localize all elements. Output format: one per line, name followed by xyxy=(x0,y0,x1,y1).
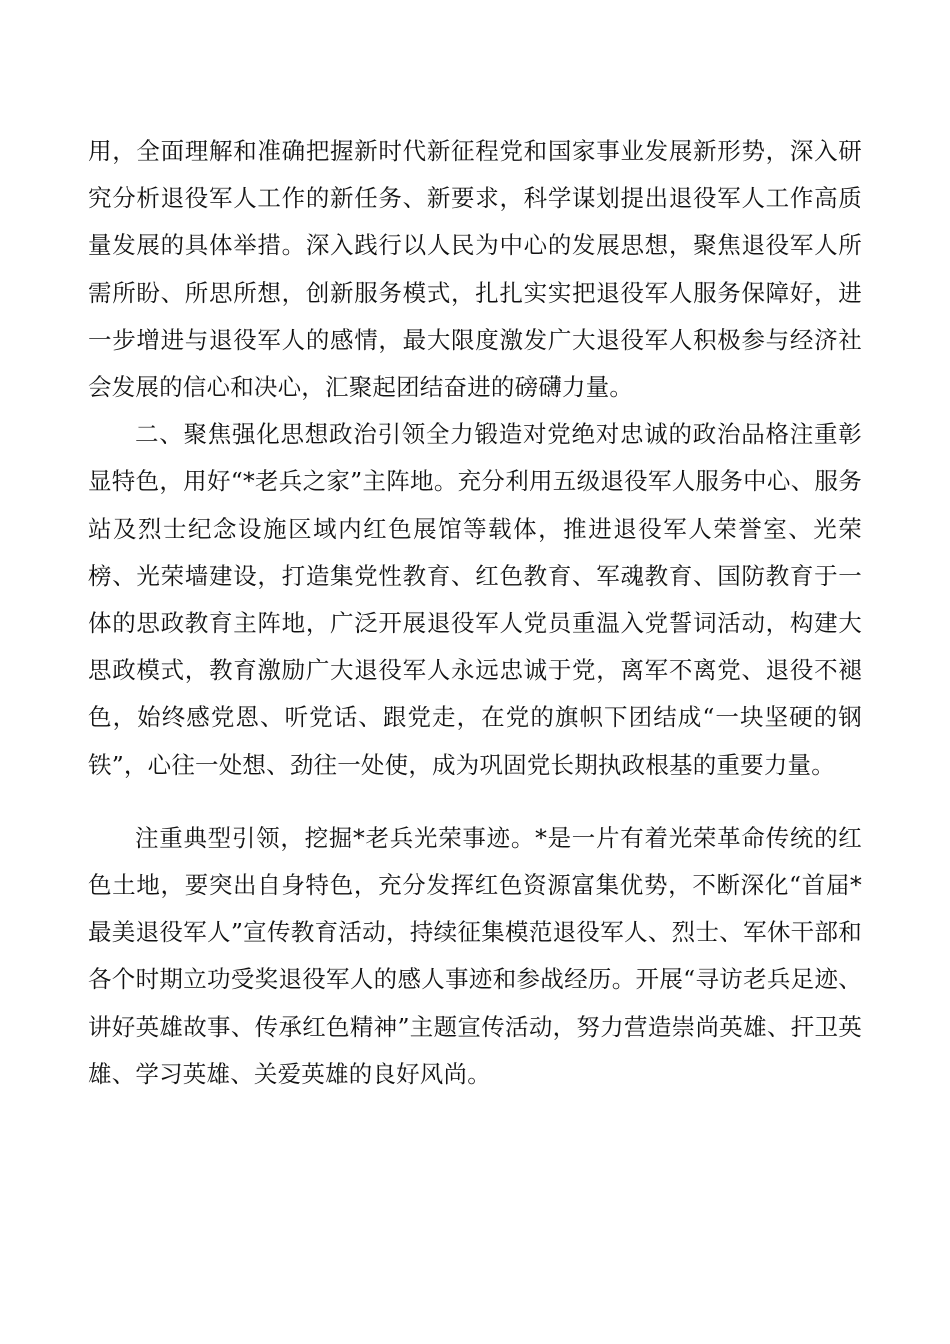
paragraph-2: 二、聚焦强化思想政治引领全力锻造对党绝对忠诚的政治品格注重彰显特色，用好“*老兵之家”主阵地。充分利用五级退役军人服务中心、服务站及烈士纪念设施区域内红色展馆等载体，推进退役军人荣誉室、光荣榜、光荣墙建设，打造集党性教育、红色教育、军魂教育、国防教育于一体的思政教育主阵地，广泛开展退役军人党员重温入党誓词活动，构建大思政模式，教育激励广大退役军人永远忠诚于党，离军不离党、退役不褪色，始终感党恩、听党话、跟党走，在党的旗帜下团结成“一块坚硬的钢铁”，心往一处想、劲往一处使，成为巩固党长期执政根基的重要力量。 xyxy=(88,420,862,779)
paragraph-3: 注重典型引领，挖掘*老兵光荣事迹。*是一片有着光荣革命传统的红色土地，要突出自身特色，充分发挥红色资源富集优势，不断深化“首届*最美退役军人”宣传教育活动，持续征集模范退役军人、烈士、军休干部和各个时期立功受奖退役军人的感人事迹和参战经历。开展“寻访老兵足迹、讲好英雄故事、传承红色精神”主题宣传活动，努力营造崇尚英雄、扞卫英雄、学习英雄、关爱英雄的良好风尚。 xyxy=(88,823,862,1088)
document-body xyxy=(88,128,862,1098)
paragraph-1: 用，全面理解和准确把握新时代新征程党和国家事业发展新形势，深入研究分析退役军人工作的新任务、新要求，科学谋划提出退役军人工作高质量发展的具体举措。深入践行以人民为中心的发展思想，聚焦退役军人所需所盼、所思所想，创新服务模式，扎扎实实把退役军人服务保障好，进一步增进与退役军人的感情，最大限度激发广大退役军人积极参与经济社会发展的信心和决心，汇聚起团结奋进的磅礴力量。 xyxy=(88,137,862,402)
